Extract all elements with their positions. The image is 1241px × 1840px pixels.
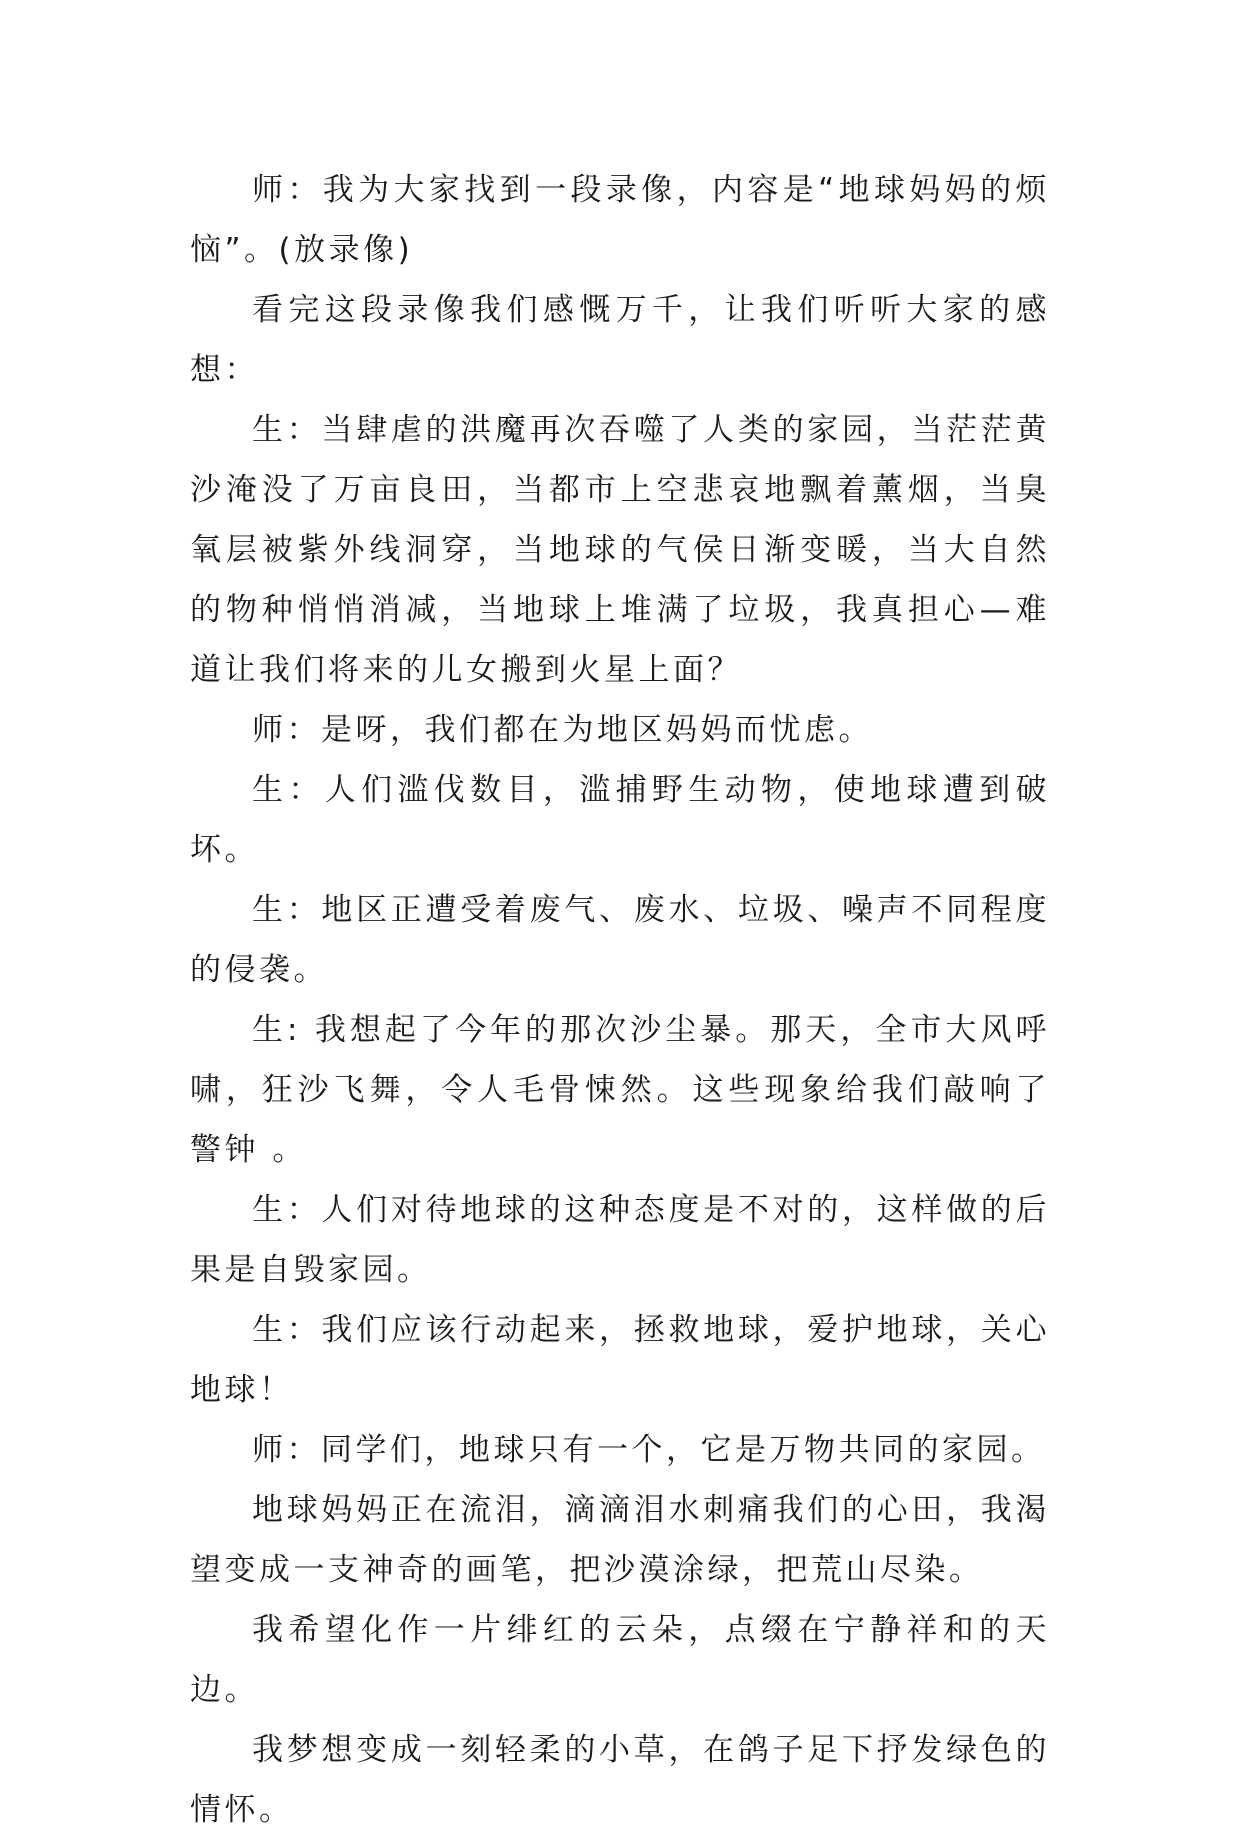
- paragraph-student-attitude: 生：人们对待地球的这种态度是不对的，这样做的后果是自毁家园。: [190, 1192, 1050, 1288]
- paragraph-student-pollution: 生：地区正遭受着废气、废水、垃圾、噪声不同程度的侵袭。: [190, 892, 1050, 988]
- paragraph-earth-crying: 地球妈妈正在流泪，滴滴泪水刺痛我们的心田，我渴望变成一支神奇的画笔，把沙漠涂绿，把荒山尽染。: [190, 1492, 1050, 1588]
- paragraph-student-earth-worries: 生：当肆虐的洪魔再次吞噬了人类的家园，当茫茫黄沙淹没了万亩良田，当都市上空悲哀地飘着薰烟，当臭氧层被紫外线洞穿，当地球的气侯日渐变暖，当大自然的物种悄悄消减，当地球上堆满了垃圾，我真担心—难道让我们将来的儿女搬到火星上面？: [190, 412, 1050, 688]
- paragraph-teacher-video: 师：我为大家找到一段录像，内容是“地球妈妈的烦恼”。(放录像): [190, 172, 1050, 268]
- paragraph-cloud-wish: 我希望化作一片绯红的云朵，点缀在宁静祥和的天边。: [190, 1612, 1050, 1708]
- paragraph-teacher-agree: 师：是呀，我们都在为地区妈妈而忧虑。: [252, 712, 873, 748]
- paragraph-student-logging: 生：人们滥伐数目，滥捕野生动物，使地球遭到破坏。: [190, 772, 1050, 868]
- paragraph-teacher-one-earth: 师：同学们，地球只有一个，它是万物共同的家园。: [252, 1432, 1046, 1468]
- document-body: [190, 160, 1050, 1840]
- paragraph-grass-dream: 我梦想变成一刻轻柔的小草，在鸽子足下抒发绿色的情怀。: [190, 1732, 1050, 1828]
- paragraph-student-sandstorm: 生: 我想起了今年的那次沙尘暴。那天，全市大风呼啸，狂沙飞舞，令人毛骨悚然。这些现象给我们敲响了警钟 。: [190, 1012, 1050, 1168]
- paragraph-student-action: 生：我们应该行动起来，拯救地球，爱护地球，关心地球！: [190, 1312, 1050, 1408]
- paragraph-reflection-intro: 看完这段录像我们感慨万千，让我们听听大家的感想：: [190, 292, 1050, 388]
